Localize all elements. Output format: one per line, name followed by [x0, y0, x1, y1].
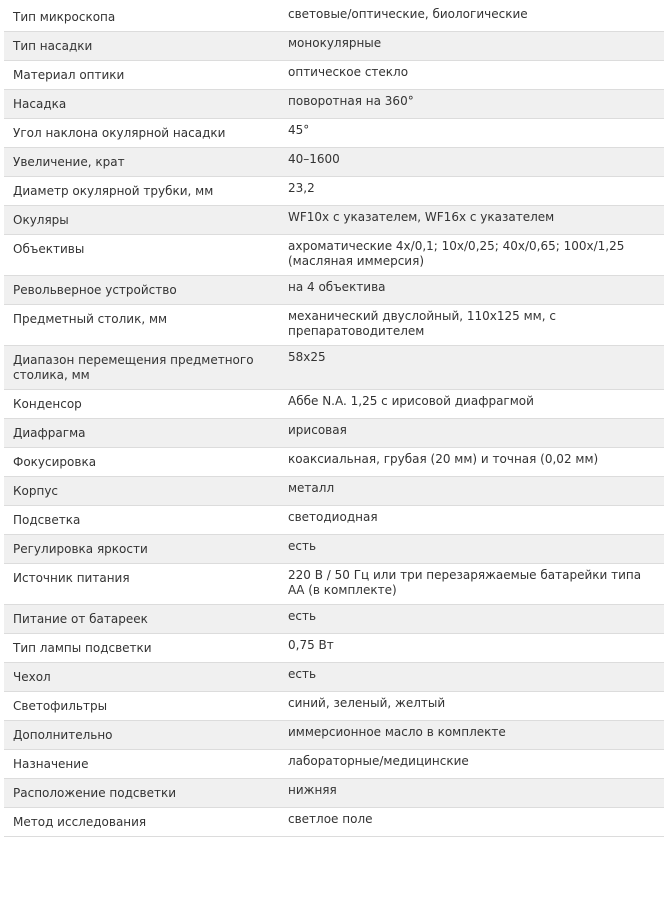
spec-name: Конденсор [4, 390, 276, 419]
spec-row [4, 346, 664, 390]
spec-name: Фокусировка [4, 448, 276, 477]
spec-name: Дополнительно [4, 721, 276, 750]
spec-row [4, 206, 664, 235]
spec-name: Метод исследования [4, 808, 276, 837]
spec-name: Назначение [4, 750, 276, 779]
spec-row [4, 808, 664, 837]
spec-row [4, 276, 664, 305]
spec-row [4, 390, 664, 419]
spec-name: Регулировка яркости [4, 535, 276, 564]
spec-value: ирисовая [276, 419, 664, 448]
spec-name: Чехол [4, 663, 276, 692]
spec-value: 58x25 [276, 346, 664, 390]
spec-name: Диаметр окулярной трубки, мм [4, 177, 276, 206]
spec-value: 45° [276, 119, 664, 148]
spec-row [4, 419, 664, 448]
spec-value: коаксиальная, грубая (20 мм) и точная (0,02 мм) [276, 448, 664, 477]
spec-row [4, 148, 664, 177]
spec-value: есть [276, 535, 664, 564]
spec-name: Увеличение, крат [4, 148, 276, 177]
spec-name: Угол наклона окулярной насадки [4, 119, 276, 148]
spec-value: светодиодная [276, 506, 664, 535]
spec-row [4, 3, 664, 32]
spec-row [4, 448, 664, 477]
spec-row [4, 663, 664, 692]
spec-value: Аббе N.A. 1,25 с ирисовой диафрагмой [276, 390, 664, 419]
spec-value: лабораторные/медицинские [276, 750, 664, 779]
spec-name: Диафрагма [4, 419, 276, 448]
spec-name: Предметный столик, мм [4, 305, 276, 346]
spec-row [4, 235, 664, 276]
spec-name: Объективы [4, 235, 276, 276]
spec-row [4, 305, 664, 346]
spec-name: Расположение подсветки [4, 779, 276, 808]
spec-row [4, 177, 664, 206]
spec-value: ахроматические 4x/0,1; 10x/0,25; 40x/0,65; 100x/1,25 (масляная иммерсия) [276, 235, 664, 276]
spec-name: Диапазон перемещения предметного столика, мм [4, 346, 276, 390]
spec-row [4, 564, 664, 605]
spec-value: 0,75 Вт [276, 634, 664, 663]
spec-row [4, 692, 664, 721]
specifications-table [4, 3, 664, 837]
spec-row [4, 634, 664, 663]
spec-value: есть [276, 663, 664, 692]
spec-value: иммерсионное масло в комплекте [276, 721, 664, 750]
spec-name: Корпус [4, 477, 276, 506]
spec-name: Насадка [4, 90, 276, 119]
spec-value: WF10x с указателем, WF16x с указателем [276, 206, 664, 235]
spec-row [4, 90, 664, 119]
spec-name: Подсветка [4, 506, 276, 535]
spec-name: Питание от батареек [4, 605, 276, 634]
specifications-body [4, 3, 664, 837]
spec-value: 40–1600 [276, 148, 664, 177]
spec-name: Тип микроскопа [4, 3, 276, 32]
spec-row [4, 506, 664, 535]
spec-row [4, 721, 664, 750]
spec-row [4, 750, 664, 779]
spec-value: механический двуслойный, 110x125 мм, с препаратоводителем [276, 305, 664, 346]
spec-value: 23,2 [276, 177, 664, 206]
spec-name: Тип лампы подсветки [4, 634, 276, 663]
spec-value: монокулярные [276, 32, 664, 61]
spec-name: Револьверное устройство [4, 276, 276, 305]
spec-value: 220 В / 50 Гц или три перезаряжаемые батарейки типа АА (в комплекте) [276, 564, 664, 605]
spec-value: оптическое стекло [276, 61, 664, 90]
spec-name: Светофильтры [4, 692, 276, 721]
spec-row [4, 605, 664, 634]
spec-value: светлое поле [276, 808, 664, 837]
spec-name: Источник питания [4, 564, 276, 605]
spec-value: поворотная на 360° [276, 90, 664, 119]
spec-value: синий, зеленый, желтый [276, 692, 664, 721]
spec-row [4, 32, 664, 61]
spec-row [4, 119, 664, 148]
spec-value: есть [276, 605, 664, 634]
spec-name: Материал оптики [4, 61, 276, 90]
spec-value: световые/оптические, биологические [276, 3, 664, 32]
spec-row [4, 535, 664, 564]
spec-value: на 4 объектива [276, 276, 664, 305]
spec-row [4, 477, 664, 506]
spec-value: металл [276, 477, 664, 506]
spec-row [4, 779, 664, 808]
spec-row [4, 61, 664, 90]
spec-name: Окуляры [4, 206, 276, 235]
spec-value: нижняя [276, 779, 664, 808]
spec-name: Тип насадки [4, 32, 276, 61]
